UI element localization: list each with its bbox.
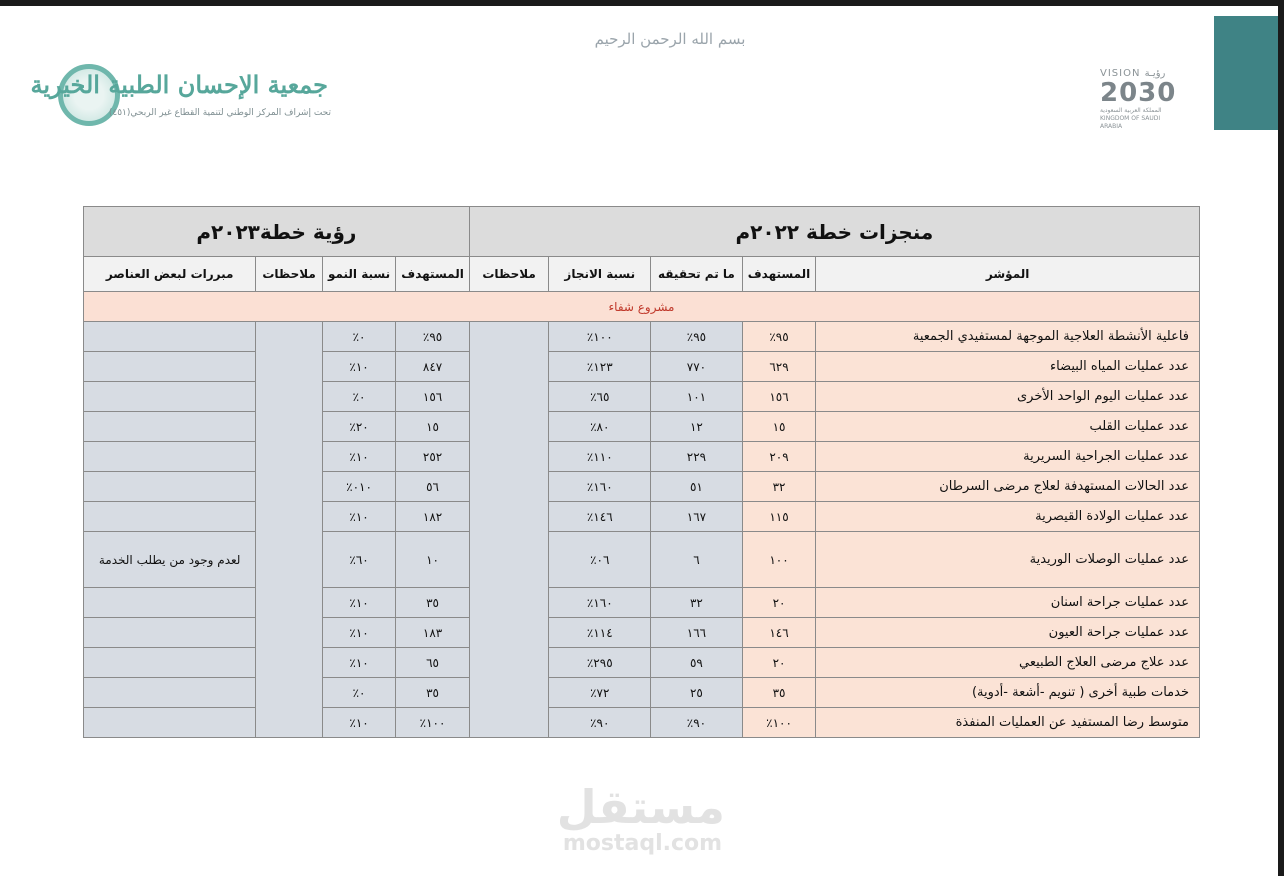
indicator-cell: عدد عمليات جراحة العيون — [816, 618, 1200, 648]
justification-cell — [84, 618, 256, 648]
indicator-cell: فاعلية الأنشطة العلاجية الموجهة لمستفيدي الجمعية — [816, 322, 1200, 352]
target-cell: ٣٥ — [742, 678, 816, 708]
indicator-cell: عدد علاج مرضى العلاج الطبيعي — [816, 648, 1200, 678]
target-2023-cell: ١٠ — [396, 532, 470, 588]
ratio-cell: ٦٥٪ — [549, 382, 651, 412]
target-cell: ١٠٠٪ — [742, 708, 816, 738]
table-row — [84, 382, 1200, 412]
growth-cell: ٢٠٪ — [322, 412, 396, 442]
column-header: ملاحظات — [469, 257, 549, 292]
growth-cell: ٠٪ — [322, 322, 396, 352]
target-2023-cell: ٣٥ — [396, 678, 470, 708]
justification-cell — [84, 442, 256, 472]
table-row — [84, 412, 1200, 442]
ratio-cell: ٢٩٥٪ — [549, 648, 651, 678]
growth-cell: ٦٠٪ — [322, 532, 396, 588]
achieved-cell: ٢٢٩ — [651, 442, 743, 472]
ratio-cell: ١٢٣٪ — [549, 352, 651, 382]
column-header: المستهدف — [396, 257, 470, 292]
target-2023-cell: ٩٥٪ — [396, 322, 470, 352]
notes-2022-cell — [469, 322, 549, 738]
column-header: نسبة الانجاز — [549, 257, 651, 292]
achieved-cell: ٢٥ — [651, 678, 743, 708]
target-2023-cell: ١٠٠٪ — [396, 708, 470, 738]
indicator-cell: عدد عمليات المياه البيضاء — [816, 352, 1200, 382]
target-2023-cell: ٦٥ — [396, 648, 470, 678]
table-row — [84, 502, 1200, 532]
justification-cell — [84, 648, 256, 678]
achieved-cell: ١٦٧ — [651, 502, 743, 532]
target-cell: ٩٥٪ — [742, 322, 816, 352]
achieved-cell: ١٢ — [651, 412, 743, 442]
target-cell: ١٥٦ — [742, 382, 816, 412]
column-header: ما تم تحقيقه — [651, 257, 743, 292]
column-header: نسبة النمو — [322, 257, 396, 292]
ratio-cell: ١٠٠٪ — [549, 322, 651, 352]
achieved-cell: ٣٢ — [651, 588, 743, 618]
growth-cell: ٠٪ — [322, 382, 396, 412]
indicator-cell: عدد عمليات الولادة القيصرية — [816, 502, 1200, 532]
achieved-cell: ٦ — [651, 532, 743, 588]
vision-title: رؤية خطة٢٠٢٣م — [84, 207, 470, 257]
org-logo — [30, 64, 338, 134]
table-row — [84, 532, 1200, 588]
target-cell: ٢٠ — [742, 588, 816, 618]
justification-cell — [84, 678, 256, 708]
target-cell: ٣٢ — [742, 472, 816, 502]
project-name: مشروع شفاء — [84, 292, 1200, 322]
table-row — [84, 648, 1200, 678]
justification-cell — [84, 708, 256, 738]
indicator-cell: خدمات طبية أخرى ( تنويم -أشعة -أدوية) — [816, 678, 1200, 708]
indicator-cell: عدد الحالات المستهدفة لعلاج مرضى السرطان — [816, 472, 1200, 502]
target-2023-cell: ١٥ — [396, 412, 470, 442]
column-header: ملاحظات — [256, 257, 322, 292]
justification-cell — [84, 382, 256, 412]
ratio-cell: ١٤٦٪ — [549, 502, 651, 532]
achieved-cell: ٩٠٪ — [651, 708, 743, 738]
watermark-arabic: مستقل — [556, 780, 725, 834]
target-cell: ١٥ — [742, 412, 816, 442]
indicator-cell: عدد عمليات الوصلات الوريدية — [816, 532, 1200, 588]
ratio-cell: ٩٠٪ — [549, 708, 651, 738]
table-row — [84, 352, 1200, 382]
target-2023-cell: ٥٦ — [396, 472, 470, 502]
achieved-cell: ٩٥٪ — [651, 322, 743, 352]
justification-cell — [84, 588, 256, 618]
target-cell: ٢٠٩ — [742, 442, 816, 472]
justification-cell — [84, 502, 256, 532]
justification-cell — [84, 352, 256, 382]
basmala: بسم الله الرحمن الرحيم — [594, 30, 746, 48]
indicator-cell: عدد عمليات جراحة اسنان — [816, 588, 1200, 618]
target-cell: ٢٠ — [742, 648, 816, 678]
growth-cell: ١٠٪ — [322, 588, 396, 618]
growth-cell: ١٠٪ — [322, 708, 396, 738]
ratio-cell: ١٦٠٪ — [549, 472, 651, 502]
table-row — [84, 678, 1200, 708]
watermark — [556, 780, 725, 856]
achieved-cell: ٧٧٠ — [651, 352, 743, 382]
table-row — [84, 708, 1200, 738]
growth-cell: ١٠٪ — [322, 442, 396, 472]
column-header: مبررات لبعض العناصر — [84, 257, 256, 292]
column-header: المؤشر — [816, 257, 1200, 292]
ratio-cell: ١١٠٪ — [549, 442, 651, 472]
watermark-latin: mostaql.com — [562, 831, 723, 856]
table-row — [84, 472, 1200, 502]
notes-2023-cell — [256, 322, 322, 738]
indicator-cell: عدد عمليات الجراحية السريرية — [816, 442, 1200, 472]
column-header: المستهدف — [742, 257, 816, 292]
achieved-cell: ٥١ — [651, 472, 743, 502]
table-row — [84, 588, 1200, 618]
justification-cell — [84, 412, 256, 442]
justification-cell: لعدم وجود من يطلب الخدمة — [84, 532, 256, 588]
target-2023-cell: ٢٥٢ — [396, 442, 470, 472]
ratio-cell: ٠٦٪ — [549, 532, 651, 588]
target-cell: ١٠٠ — [742, 532, 816, 588]
vision-2030-logo — [1100, 68, 1184, 128]
achieved-cell: ١٦٦ — [651, 618, 743, 648]
vision-year: 2030 — [1100, 78, 1177, 108]
org-name: جمعية الإحسان الطبية الخيرية — [30, 70, 328, 99]
vision-kingdom: المملكة العربية السعودية KINGDOM OF SAUDI ARABIA — [1100, 107, 1162, 130]
table-row — [84, 618, 1200, 648]
achieved-cell: ١٠١ — [651, 382, 743, 412]
achievements-title: منجزات خطة ٢٠٢٢م — [469, 207, 1199, 257]
target-cell: ١١٥ — [742, 502, 816, 532]
plan-table — [83, 206, 1200, 738]
growth-cell: ٠٪ — [322, 678, 396, 708]
table-row — [84, 442, 1200, 472]
indicator-cell: عدد عمليات اليوم الواحد الأخرى — [816, 382, 1200, 412]
ratio-cell: ١٦٠٪ — [549, 588, 651, 618]
ratio-cell: ١١٤٪ — [549, 618, 651, 648]
growth-cell: ١٠٪ — [322, 618, 396, 648]
target-2023-cell: ٣٥ — [396, 588, 470, 618]
target-cell: ٦٢٩ — [742, 352, 816, 382]
column-headers — [84, 257, 1200, 292]
table-row — [84, 322, 1200, 352]
justification-cell — [84, 472, 256, 502]
growth-cell: ١٠٪ — [322, 648, 396, 678]
target-2023-cell: ٨٤٧ — [396, 352, 470, 382]
vision-label: VISION رؤيـة — [1100, 68, 1166, 79]
org-subtitle: تحت إشراف المركز الوطني لتنمية القطاع غير الربحي(٤٥١) — [108, 108, 331, 118]
indicator-cell: متوسط رضا المستفيد عن العمليات المنفذة — [816, 708, 1200, 738]
justification-cell — [84, 322, 256, 352]
ratio-cell: ٨٠٪ — [549, 412, 651, 442]
teal-corner-block — [1214, 16, 1278, 130]
growth-cell: ١٠٪ — [322, 352, 396, 382]
ratio-cell: ٧٢٪ — [549, 678, 651, 708]
target-2023-cell: ١٨٣ — [396, 618, 470, 648]
growth-cell: ١٠٪ — [322, 502, 396, 532]
target-2023-cell: ١٥٦ — [396, 382, 470, 412]
target-2023-cell: ١٨٢ — [396, 502, 470, 532]
indicator-cell: عدد عمليات القلب — [816, 412, 1200, 442]
target-cell: ١٤٦ — [742, 618, 816, 648]
achieved-cell: ٥٩ — [651, 648, 743, 678]
growth-cell: ٠١٠٪ — [322, 472, 396, 502]
